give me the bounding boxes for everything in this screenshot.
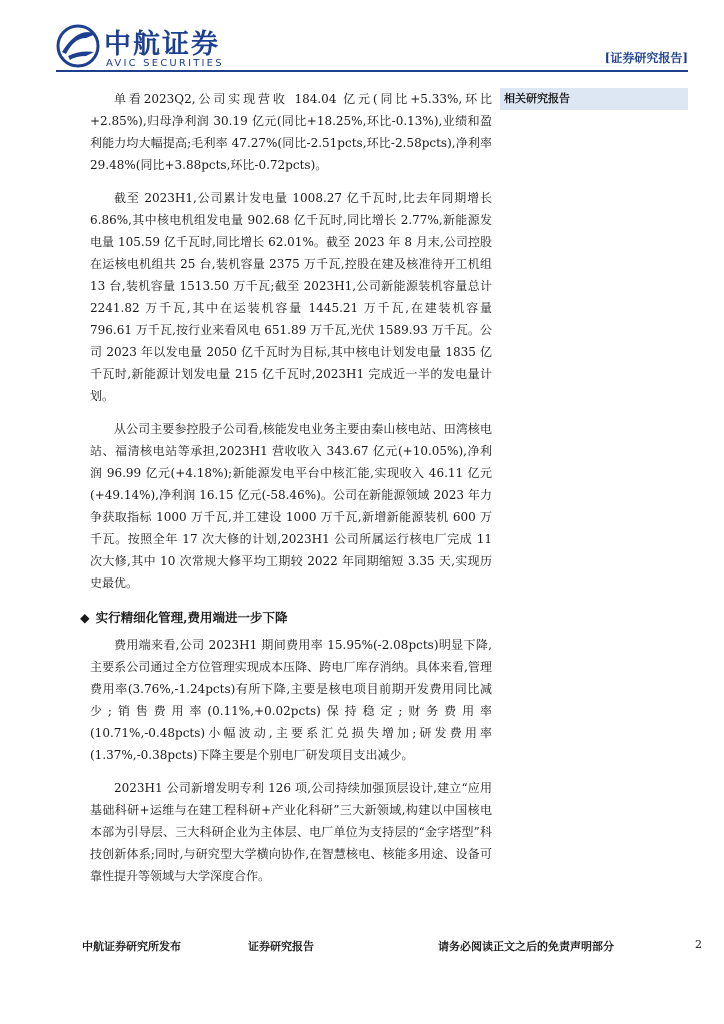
main-content (80, 88, 492, 898)
section-heading-text: 实行精细化管理,费用端进一步下降 (95, 610, 288, 625)
page-footer (56, 938, 702, 958)
related-research-label: 相关研究报告 (500, 88, 688, 110)
paragraph: 从公司主要参控股子公司看,核能发电业务主要由秦山核电站、田湾核电站、福清核电站等承担,2023H1 营收收入 343.67 亿元(+10.05%),净利润 96.99 亿元(+4.18%);新能源发电平台中核汇能,实现收入 46.11 亿元(+49.14%),净利润 16.15 亿元(-58.46%)。公司在新能源领域 2023 年力争获取指标 1000 万千瓦,并工建设 1000 万千瓦,新增新能源装机 600 万千瓦。按照全年 17 次大修的计划,2023H1 公司所属运行核电厂完成 11 次大修,其中 10 次常规大修平均工期较 2022 年同期缩短 3.35 天,实现历史最优。 (90, 422, 492, 590)
paragraph: 截至 2023H1,公司累计发电量 1008.27 亿千瓦时,比去年同期增长 6.86%,其中核电机组发电量 902.68 亿千瓦时,同比增长 2.77%,新能源发电量 105.59 亿千瓦时,同比增长 62.01%。截至 2023 年 8 月末,公司控股在运核电机组共 25 台,装机容量 2375 万千瓦,控股在建及核准待开工机组 13 台,装机容量 1513.50 万千瓦;截至 2023H1,公司新能源装机容量总计 2241.82 万千瓦,其中在运装机容量 1445.21 万千瓦,在建装机容量 796.61 万千瓦,按行业来看风电 651.89 万千瓦,光伏 1589.93 万千瓦。公司 2023 年以发电量 2050 亿千瓦时为目标,其中核电计划发电量 1835 亿千瓦时,新能源计划发电量 215 亿千瓦时,2023H1 完成近一半的发电量计划。 (90, 191, 492, 403)
company-logo (56, 22, 256, 72)
avic-logo-icon (56, 22, 100, 70)
footer-report-type: 证券研究报告 (248, 940, 314, 953)
diamond-bullet-icon: ◆ (80, 610, 90, 625)
footer-publisher: 中航证券研究所发布 (82, 940, 181, 953)
logo-english-name: AVIC SECURITIES (106, 58, 224, 69)
paragraph: 2023H1 公司新增发明专利 126 项,公司持续加强顶层设计,建立“应用基础科研+运维与在建工程科研+产业化科研”三大新领域,构建以中国核电本部为引导层、三大科研企业为主体层、电厂单位为支持层的“金字塔型”科技创新体系;同时,与研究型大学横向协作,在智慧核电、核能多用途、设备可靠性提升等领域与大学深度合作。 (90, 781, 492, 883)
page-number: 2 (695, 938, 702, 951)
report-type-tag: [证券研究报告] (604, 51, 688, 65)
paragraph: 单看2023Q2,公司实现营收 184.04 亿元(同比+5.33%,环比+2.85%),归母净利润 30.19 亿元(同比+18.25%,环比-0.13%),业绩和盈利能力均大幅提高;毛利率 47.27%(同比-2.51pcts,环比-2.58pcts),净利率 29.48%(同比+3.88pcts,环比-0.72pcts)。 (90, 92, 492, 172)
section-heading (80, 608, 492, 628)
footer-disclaimer: 请务必阅读正文之后的免责声明部分 (438, 940, 614, 953)
logo-chinese-name: 中航证券 (104, 29, 220, 60)
header-divider (56, 70, 688, 72)
paragraph: 费用端来看,公司 2023H1 期间费用率 15.95%(-2.08pcts)明显下降,主要系公司通过全方位管理实现成本压降、跨电厂库存消纳。具体来看,管理费用率(3.76%,-1.24pcts)有所下降,主要是核电项目前期开发费用同比减少;销售费用率(0.11%,+0.02pcts)保持稳定;财务费用率(10.71%,-0.48pcts)小幅波动,主要系汇兑损失增加;研发费用率(1.37%,-0.38pcts)下降主要是个别电厂研发项目支出减少。 (90, 638, 492, 762)
